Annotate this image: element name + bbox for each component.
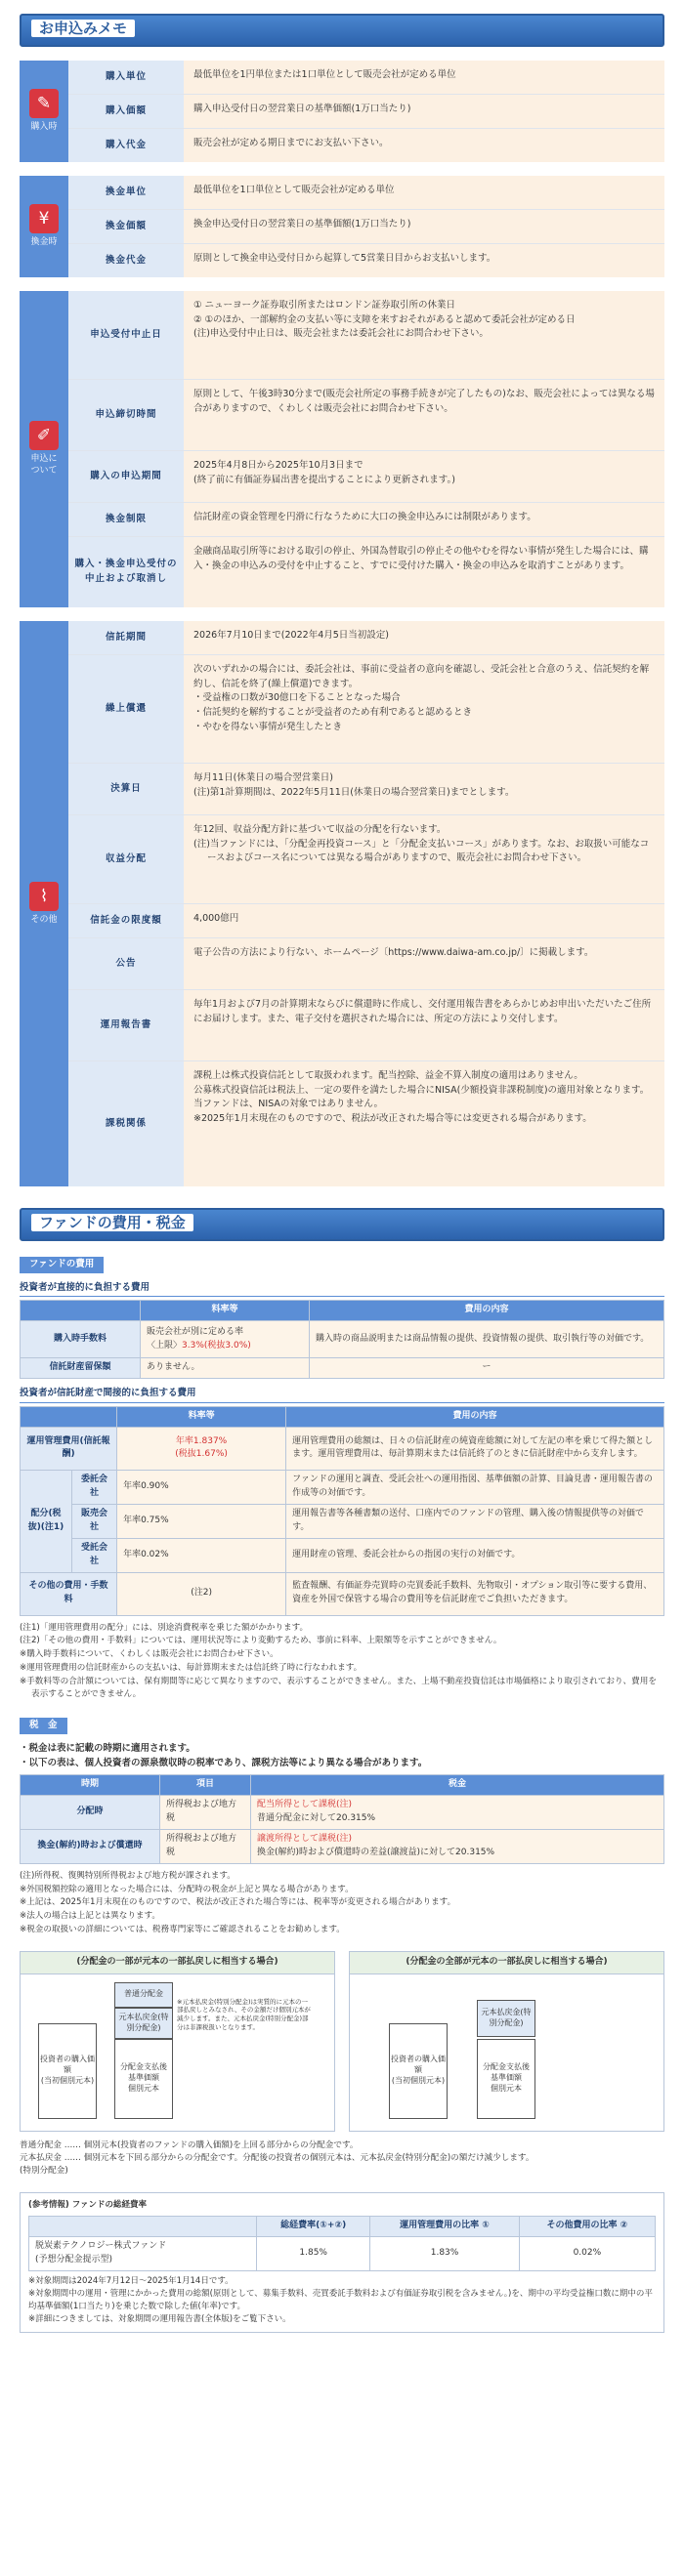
section2-direct-rows-1-content: ー (310, 1358, 664, 1379)
section1-other-rows-1-lines-3: ・やむを得ない事情が発生したとき (193, 721, 343, 732)
section2-indirect-splits-0-content: ファンドの運用と調査、受託会社への運用指図、基準価額の計算、目論見書・運用報告書の作成等の対価です。 (286, 1470, 664, 1504)
section2-tax-headers-2: 税金 (251, 1775, 664, 1796)
section1-other-rows-7-label: 課税関係 (68, 1061, 184, 1186)
expense-ratio-reference (20, 2192, 664, 2334)
section2-tax-rows-0-item: 所得税および地方税 (160, 1796, 251, 1830)
section1-application-rows-1-label: 申込締切時間 (68, 380, 184, 450)
section2-direct-headers-0: 料率等 (141, 1301, 310, 1321)
section2-direct-rows-1-rate_lines-0: ありません。 (141, 1358, 310, 1379)
section1-application-rows-2-label: 購入の申込期間 (68, 451, 184, 502)
section2-diagram_left-refund: 元本払戻金(特別分配金) (114, 2008, 173, 2039)
exchange-icon: ¥ (29, 204, 59, 233)
section2-tax-rows-0-timing: 分配時 (21, 1796, 160, 1830)
section2-direct-subtitle: 投資者が直接的に負担する費用 (20, 1281, 664, 1298)
direct-cost-table (20, 1300, 664, 1379)
section2-definitions-0: 普通分配金 …… 個別元本(投資者のファンドの購入価額)を上回る部分からの分配金です。 (20, 2140, 359, 2150)
section1-application-rows-3-label: 換金制限 (68, 503, 184, 536)
section2-tax-rows-1-item: 所得税および地方税 (160, 1830, 251, 1864)
section2-tax-notes-1: ※外国税額控除の適用となった場合には、分配時の税金が上記と異なる場合があります。 (20, 1884, 354, 1894)
cost-notes (20, 1622, 664, 1703)
section2-tax-notes-4: ※税金の取扱いの詳細については、税務専門家等にご確認されることをお勧めします。 (20, 1924, 345, 1934)
section1-application-rows-0-lines-0: ① ニューヨーク証券取引所またはロンドン証券取引所の休業日 (193, 300, 456, 311)
fund-cost-label: ファンドの費用 (20, 1257, 104, 1273)
section2-definitions-2: (特別分配金) (20, 2166, 68, 2177)
section2-cost_notes-2: ※購入時手数料について、くわしくは販売会社にお問合わせ下さい。 (20, 1649, 278, 1660)
section2-indirect-splits-2-label: 受託会社 (72, 1538, 117, 1572)
section2-reference-notes-1: ※対象期間中の運用・管理にかかった費用の総額(原則として、募集手数料、売買委託手数料および有価証券取引税を含みません。)を、期中の平均受益権口数に期中の平均基準価額(1口当たり)を乗じた数で除した値(年率)です。 (28, 2288, 653, 2311)
section2-diagram_left-after: 分配金支払後 (120, 2062, 167, 2072)
section1-other-rows-1-lines-1: ・受益権の口数が30億口を下ることとなった場合 (193, 692, 401, 704)
section1-purchase-rows-1-label: 購入価額 (68, 95, 184, 128)
section2-direct-rows-0-label: 購入時手数料 (21, 1321, 141, 1358)
section1-exchange-rows-2-text: 原則として換金申込受付日から起算して5営業日目からお支払いします。 (184, 244, 664, 277)
section2-tax-rows-1-timing: 換金(解約)時および償還時 (21, 1830, 160, 1864)
section2-title: ファンドの費用・税金 (31, 1214, 193, 1231)
section2-indirect-headers-1: 費用の内容 (286, 1407, 664, 1428)
section2-direct-rows-0-rate_lines-0: 販売会社が別に定める率 (147, 1326, 244, 1337)
section1-other-rows-1-label: 繰上償還 (68, 655, 184, 763)
section2-indirect-split_label: 配分(税抜)(注1) (21, 1470, 72, 1572)
distribution-definitions (20, 2140, 664, 2179)
section1-purchase-rows-2-label: 購入代金 (68, 129, 184, 162)
section1-other-rows-6-text: 毎年1月および7月の計算期末ならびに償還時に作成し、交付運用報告書をあらかじめお申出いただいたご住所にお届けします。また、電子交付を選択された場合には、所定の方法により交付します。 (184, 990, 664, 1060)
section2-diagram_right-indiv: 個別元本 (491, 2084, 522, 2094)
section2-diagram_left-title: (分配金の一部が元本の一部払戻しに相当する場合) (21, 1952, 334, 1974)
section2-tax-notes-3: ※法人の場合は上記とは異なります。 (20, 1911, 161, 1922)
section2-tax-intro-1: ・以下の表は、個人投資者の源泉徴収時の税率であり、課税方法等により異なる場合があります。 (20, 1757, 428, 1768)
section2-indirect-other_content: 監査報酬、有価証券売買時の売買委託手数料、先物取引・オプション取引等に要する費用、資産を外国で保管する場合の費用等を信託財産でご負担いただきます。 (286, 1572, 664, 1615)
section1-other-rows-1-lines-0: 次のいずれかの場合には、委託会社は、事前に受益者の意向を確認し、受託会社と合意のうえ、信託契約を解約し、信託を終了(繰上償還)できます。 (193, 664, 650, 689)
page (20, 0, 664, 2333)
section2-direct-rows-0-rate_lines-1: 〈上限〉 (147, 1340, 183, 1350)
section2-tax-headers-0: 時期 (21, 1775, 160, 1796)
section1-other-rows-7-lines-2: 当ファンドは、NISAの対象ではありません。 (193, 1099, 383, 1110)
section2-reference-headers-1: 総経費率(①+②) (257, 2216, 370, 2236)
section1-exchange-rows-1-label: 換金価額 (68, 210, 184, 243)
section1-other-rows-7-lines-0: 課税上は株式投資信託として取扱われます。配当控除、益金不算入制度の適用はありません。 (193, 1070, 583, 1081)
section2-indirect-other_rate: (注2) (117, 1572, 286, 1615)
section1-other-rows-2-lines-1: (注)第1計算期間は、2022年5月11日(休業日の場合翌営業日)までとします。 (193, 786, 515, 798)
section2-reference-headers-2: 運用管理費用の比率 ① (370, 2216, 519, 2236)
section1-application-rows-1-text: 原則として、午後3時30分まで(販売会社所定の事務手続きが完了したもの)なお、販売会社によっては異なる場合がありますので、くわしくは販売会社にお問合わせ下さい。 (184, 380, 664, 450)
section1-application-rows-4-text: 金融商品取引所等における取引の停止、外国為替取引の停止その他やむを得ない事情が発生した場合には、購入・換金の申込みの受付を中止すること、すでに受付けた購入・換金の申込みを取消すことがあります。 (184, 537, 664, 607)
section1-application-rows-0-lines-2: (注)申込受付中止日は、販売会社または委託会社にお問合わせ下さい。 (193, 328, 489, 340)
section1-application-rows-4-label: 購入・換金申込受付の中止および取消し (68, 537, 184, 607)
section2-indirect-headers-0: 料率等 (117, 1407, 286, 1428)
diagram-full-refund (349, 1951, 664, 2132)
section2-diagram_left-base: 基準価額 (128, 2073, 159, 2083)
section1-purchase-rows-0-label: 購入単位 (68, 61, 184, 94)
section2-indirect-splits-2-content: 運用財産の管理、委託会社からの指図の実行の対価です。 (286, 1538, 664, 1572)
purchase-icon: ✎ (29, 89, 59, 118)
section2-direct-rows-1-label: 信託財産留保額 (21, 1358, 141, 1379)
section1-other-side_label: その他 (30, 914, 58, 925)
group-other (20, 621, 664, 1186)
section2-reference-row-name: 脱炭素テクノロジー株式ファンド (35, 2240, 167, 2251)
section2-cost_notes-1: (注2)「その他の費用・手数料」については、運用状況等により変動するため、事前に料率、上限額等を示すことができません。 (20, 1636, 502, 1646)
section2-indirect-mgmt_rate2: (税抜1.67%) (175, 1449, 228, 1460)
section2-tax-notes-2: ※上記は、2025年1月末現在のものですので、税法が改正された場合等には、税率等が変更される場合があります。 (20, 1897, 456, 1908)
group-exchange (20, 176, 664, 277)
section2-cost_notes-0: (注1)「運用管理費用の配分」には、別途消費税率を乗じた額がかかります。 (20, 1622, 309, 1633)
section1-title: お申込みメモ (31, 20, 135, 37)
paperclip-icon: ⌇ (29, 882, 59, 911)
section2-diagram_left-normal: 普通分配金 (114, 1982, 173, 2008)
section2-reference-row-total: 1.85% (257, 2236, 370, 2270)
section1-purchase-rows-0-text: 最低単位を1円単位または1口単位として販売会社が定める単位 (184, 61, 664, 94)
section2-definitions-1: 元本払戻金 …… 個別元本を下回る部分からの分配金です。分配後の投資者の個別元本は、元本払戻金(特別分配金)の額だけ減少します。 (20, 2152, 534, 2163)
section2-reference-headers-3: その他費用の比率 ② (519, 2216, 655, 2236)
section2-tax-intro-0: ・税金は表に記載の時期に適用されます。 (20, 1742, 195, 1754)
section2-diagram_left-note: ※元本払戻金(特別分配金)は実質的に元本の一部払戻しとみなされ、その金額だけ個別元本が減少します。また、元本払戻金(特別分配金)部分は非課税扱いとなります。 (177, 1997, 311, 2031)
section1-other-rows-0-text: 2026年7月10日まで(2022年4月5日当初設定) (184, 621, 664, 654)
section1-application-rows-2-lines-1: (終了前に有価証券届出書を提出することにより更新されます。) (193, 474, 455, 485)
section2-diagram_right-investor_sub: (当初個別元本) (391, 2076, 446, 2086)
section1-other-rows-5-text: 電子公告の方法により行ない、ホームページ〔https://www.daiwa-am.co.jp/〕に掲載します。 (184, 938, 664, 989)
tax-label: 税 金 (20, 1718, 67, 1734)
section2-diagram_right-base: 基準価額 (491, 2073, 522, 2083)
section2-indirect-splits-1-label: 販売会社 (72, 1504, 117, 1538)
distribution-diagrams (20, 1951, 664, 2132)
section2-direct-headers-1: 費用の内容 (310, 1301, 664, 1321)
section1-exchange-rows-1-text: 換金申込受付日の翌営業日の基準価額(1万口当たり) (184, 210, 664, 243)
section2-tax-notes-0: (注)所得税、復興特別所得税および地方税が課されます。 (20, 1870, 235, 1881)
diagram-partial-refund (20, 1951, 335, 2132)
section2-diagram_left-investor_sub: (当初個別元本) (40, 2076, 95, 2086)
section2-cost_notes-3: ※運用管理費用の信託財産からの支払いは、毎計算期末または信託終了時に行なわれます。 (20, 1662, 363, 1673)
section2-tax-rows-1-tax_lines-0: 譲渡所得として課税(注) (257, 1834, 353, 1845)
section2-reference-row-mgmt: 1.83% (370, 2236, 519, 2270)
section2-indirect-mgmt_content: 運用管理費用の総額は、日々の信託財産の純資産総額に対して左記の率を乗じて得た額とします。運用管理費用は、毎計算期末または信託終了のときに信託財産中から支弁します。 (286, 1427, 664, 1470)
section1-other-rows-4-text: 4,000億円 (184, 904, 664, 937)
section1-purchase-side_label: 購入時 (30, 122, 58, 133)
section2-direct-rows-0-rate_lines-2: 3.3%(税抜3.0%) (182, 1340, 251, 1350)
section2-indirect-splits-2-rate: 年率0.02% (117, 1538, 286, 1572)
section2-reference-row-name2: (予想分配金提示型) (35, 2254, 113, 2264)
section2-tax-rows-0-tax_lines-0: 配当所得として課税(注) (257, 1800, 353, 1810)
tax-notes (20, 1870, 664, 1937)
section1-purchase-rows-1-text: 購入申込受付日の翌営業日の基準価額(1万口当たり) (184, 95, 664, 128)
tax-table (20, 1774, 664, 1864)
section1-other-rows-0-label: 信託期間 (68, 621, 184, 654)
section2-diagram_left-investor: 投資者の購入価額 (40, 2055, 95, 2075)
group-application (20, 291, 664, 607)
section2-indirect-splits-0-rate: 年率0.90% (117, 1470, 286, 1504)
section1-other-rows-6-label: 運用報告書 (68, 990, 184, 1060)
section1-other-rows-7-lines-3: ※2025年1月末現在のものですので、税法が改正された場合等には変更される場合があります。 (193, 1113, 592, 1125)
section1-purchase-rows-2-text: 販売会社が定める期日までにお支払い下さい。 (184, 129, 664, 162)
section1-other-rows-1-lines-2: ・信託契約を解約することが受益者のため有利であると認めるとき (193, 707, 473, 719)
section2-cost_notes-4: ※手数料等の合計額については、保有期間等に応じて異なりますので、表示することができません。また、上場不動産投資信託は市場価格により取引されており、費用を表示することができません。 (20, 1676, 657, 1700)
section1-exchange-rows-0-label: 換金単位 (68, 176, 184, 209)
section2-tax-rows-1-tax_lines-1: 換金(解約)時および償還時の差益(譲渡益)に対して20.315% (257, 1848, 495, 1857)
section-header-memo (20, 14, 664, 47)
section1-other-rows-3-lines-1: (注)当ファンドには、「分配金再投資コース」と「分配金支払いコース」があります。なお、お取扱い可能なコースおよびコース名については異なる場合がありますので、販売会社にお問合わせ下さい。 (193, 838, 650, 864)
section2-diagram_right-title: (分配金の全部が元本の一部払戻しに相当する場合) (350, 1952, 663, 1974)
section1-application-rows-0-label: 申込受付中止日 (68, 291, 184, 379)
section2-indirect-subtitle: 投資者が信託財産で間接的に負担する費用 (20, 1387, 664, 1403)
section2-tax-headers-1: 項目 (160, 1775, 251, 1796)
pen-icon: ✐ (29, 421, 59, 450)
section1-other-rows-2-label: 決算日 (68, 764, 184, 814)
section2-diagram_left-indiv: 個別元本 (128, 2084, 159, 2094)
section-header-cost (20, 1208, 664, 1241)
section1-other-rows-7-lines-1: 公募株式投資信託は税法上、一定の要件を満たした場合にNISA(少額投資非課税制度)の適用対象となります。 (193, 1084, 650, 1096)
section1-other-rows-4-label: 信託金の限度額 (68, 904, 184, 937)
section1-other-rows-3-lines-0: 年12回、収益分配方針に基づいて収益の分配を行ないます。 (193, 824, 447, 835)
section1-application-rows-2-lines-0: 2025年4月8日から2025年10月3日まで (193, 460, 363, 471)
section2-indirect-splits-1-rate: 年率0.75% (117, 1504, 286, 1538)
section2-reference-notes-2: ※詳細につきましては、対象期間の運用報告書(全体版)をご覧下さい。 (28, 2314, 291, 2325)
section2-reference-headers-0 (29, 2216, 257, 2236)
group-purchase (20, 61, 664, 162)
section2-indirect-other_label: その他の費用・手数料 (21, 1572, 117, 1615)
section2-indirect-splits-1-content: 運用報告書等各種書類の送付、口座内でのファンドの管理、購入後の情報提供等の対価です。 (286, 1504, 664, 1538)
section2-reference-notes-0: ※対象期間は2024年7月12日～2025年1月14日です。 (28, 2275, 234, 2286)
section1-application-rows-0-lines-1: ② ①のほか、一部解約金の支払い等に支障を来すおそれがあると認めて委託会社が定める日 (193, 313, 576, 325)
section1-exchange-side_label: 換金時 (30, 237, 58, 248)
section1-other-rows-2-lines-0: 毎月11日(休業日の場合翌営業日) (193, 772, 334, 783)
section1-exchange-rows-2-label: 換金代金 (68, 244, 184, 277)
section2-indirect-mgmt_label: 運用管理費用(信託報酬) (21, 1427, 117, 1470)
section2-diagram_right-investor: 投資者の購入価額 (391, 2055, 446, 2075)
indirect-cost-table (20, 1406, 664, 1616)
section2-diagram_right-after: 分配金支払後 (483, 2062, 530, 2072)
section1-application-rows-3-text: 信託財産の資金管理を円滑に行なうために大口の換金申込みには制限があります。 (184, 503, 664, 536)
section2-reference-title: (参考情報) ファンドの総経費率 (28, 2199, 148, 2210)
section1-exchange-rows-0-text: 最低単位を1口単位として販売会社が定める単位 (184, 176, 664, 209)
section2-reference-row-other: 0.02% (519, 2236, 655, 2270)
section2-indirect-mgmt_rate: 年率1.837% (175, 1435, 228, 1446)
section2-diagram_right-refund: 元本払戻金(特別分配金) (477, 2000, 535, 2037)
section1-application-side_label: 申込に ついて (30, 454, 58, 476)
section2-indirect-splits-0-label: 委託会社 (72, 1470, 117, 1504)
section1-other-rows-5-label: 公告 (68, 938, 184, 989)
section2-tax-rows-0-tax_lines-1: 普通分配金に対して20.315% (257, 1813, 376, 1824)
section1-other-rows-3-label: 収益分配 (68, 815, 184, 903)
section2-direct-rows-0-content: 購入時の商品説明または商品情報の提供、投資情報の提供、取引執行等の対価です。 (310, 1321, 664, 1358)
